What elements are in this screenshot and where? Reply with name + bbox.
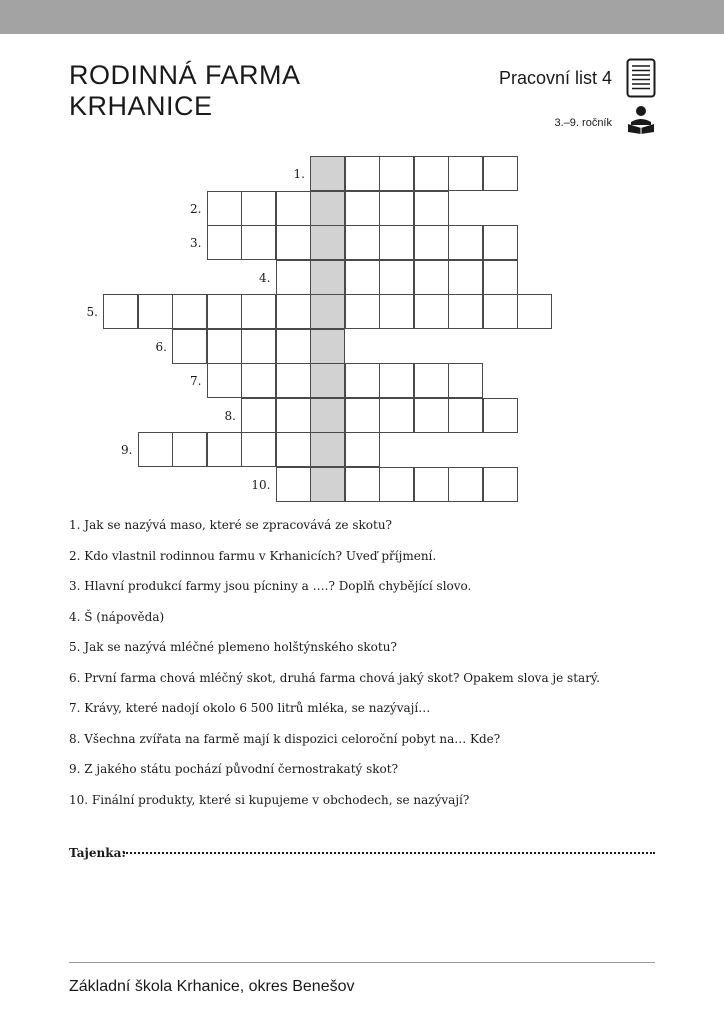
crossword-cell[interactable] [414,467,449,502]
clue-number: 5. [86,305,98,319]
answer-label: Tajenka: [69,846,126,860]
footer-school-name: Základní škola Krhanice, okres Benešov [69,978,355,995]
crossword-cell[interactable] [276,329,311,364]
question-10: 10. Finální produkty, které si kupujeme v obchodech, se nazývají? [69,793,470,807]
crossword-cell[interactable] [379,191,414,226]
crossword-cell[interactable] [448,260,483,295]
crossword-cell[interactable] [345,294,380,329]
crossword-cell[interactable] [448,398,483,433]
crossword-cell[interactable] [345,156,380,191]
crossword-cell[interactable] [483,156,518,191]
clue-number: 8. [224,408,236,423]
crossword-cell[interactable] [207,294,242,329]
question-2: 2. Kdo vlastnil rodinnou farmu v Krhanicích? Uveď příjmení. [69,549,437,563]
crossword-cell[interactable] [207,329,242,364]
crossword-cell[interactable] [414,260,449,295]
crossword-cell[interactable] [207,191,242,226]
crossword-cell[interactable] [448,225,483,260]
crossword-cell[interactable] [379,398,414,433]
crossword-cell[interactable] [241,363,276,398]
clue-number: 4. [259,270,271,285]
crossword-cell[interactable] [241,329,276,364]
crossword-cell[interactable] [379,467,414,502]
crossword-cell-solution[interactable] [310,467,345,502]
crossword-cell[interactable] [414,191,449,226]
footer-divider [69,962,655,963]
crossword-cell[interactable] [483,398,518,433]
crossword-cell[interactable] [276,225,311,260]
crossword-cell[interactable] [517,294,552,329]
crossword-cell[interactable] [207,432,242,467]
title-line-2: KRHANICE [69,91,213,121]
crossword-cell[interactable] [207,225,242,260]
crossword-cell[interactable] [414,398,449,433]
crossword-cell-solution[interactable] [310,225,345,260]
crossword-cell[interactable] [448,363,483,398]
crossword-cell[interactable] [172,294,207,329]
crossword-cell[interactable] [345,191,380,226]
crossword-cell-solution[interactable] [310,398,345,433]
crossword-cell[interactable] [276,294,311,329]
crossword-cell-solution[interactable] [310,294,345,329]
question-3: 3. Hlavní produkcí farmy jsou pícniny a ….? Doplň chybějící slovo. [69,579,472,593]
clue-number: 7. [190,374,202,388]
question-6: 6. První farma chová mléčný skot, druhá farma chová jaký skot? Opakem slova je starý. [69,671,600,685]
crossword-cell[interactable] [345,363,380,398]
crossword-cell[interactable] [483,225,518,260]
clue-number: 3. [190,236,202,250]
question-8: 8. Všechna zvířata na farmě mají k dispozici celoroční pobyt na… Kde? [69,732,501,746]
crossword-cell-solution[interactable] [310,432,345,467]
crossword-cell[interactable] [276,363,311,398]
title-line-1: RODINNÁ FARMA [69,60,301,90]
crossword-cell[interactable] [345,467,380,502]
answer-line [69,846,655,860]
question-1: 1. Jak se nazývá maso, které se zpracovává ze skotu? [69,518,392,532]
crossword-cell[interactable] [448,156,483,191]
question-7: 7. Krávy, které nadojí okolo 6 500 litrů mléka, se nazývají… [69,701,431,715]
crossword-cell[interactable] [241,432,276,467]
crossword-cell[interactable] [207,363,242,398]
answer-blank[interactable] [123,852,655,854]
question-4: 4. Š (nápověda) [69,610,165,624]
crossword-cell[interactable] [138,432,173,467]
clue-number: 6. [155,339,167,354]
crossword-cell[interactable] [345,398,380,433]
crossword-cell[interactable] [172,432,207,467]
crossword-cell[interactable] [379,225,414,260]
crossword-cell[interactable] [276,432,311,467]
crossword-cell[interactable] [103,294,138,329]
crossword-cell[interactable] [345,260,380,295]
crossword-cell-solution[interactable] [310,156,345,191]
clue-number: 10. [251,477,271,492]
crossword-cell-solution[interactable] [310,260,345,295]
worksheet-label: Pracovní list 4 [498,68,612,88]
crossword-cell[interactable] [483,467,518,502]
crossword-cell[interactable] [448,294,483,329]
question-5: 5. Jak se nazývá mléčné plemeno holštýnského skotu? [69,640,397,654]
crossword-cell-solution[interactable] [310,329,345,364]
crossword-cell[interactable] [241,191,276,226]
crossword-cell[interactable] [276,191,311,226]
crossword-cell[interactable] [172,329,207,364]
crossword-cell[interactable] [276,467,311,502]
crossword-cell[interactable] [483,294,518,329]
crossword-cell-solution[interactable] [310,191,345,226]
crossword-cell-solution[interactable] [310,363,345,398]
crossword-cell[interactable] [241,225,276,260]
crossword-cell[interactable] [379,363,414,398]
crossword-cell[interactable] [241,294,276,329]
crossword-cell[interactable] [414,156,449,191]
crossword-cell[interactable] [379,156,414,191]
crossword-cell[interactable] [345,432,380,467]
crossword-cell[interactable] [138,294,173,329]
crossword-cell[interactable] [483,260,518,295]
crossword-cell[interactable] [448,467,483,502]
clue-number: 2. [190,201,202,216]
grade-label: 3.–9. ročník [554,117,612,129]
crossword-cell[interactable] [414,363,449,398]
crossword-cell[interactable] [276,398,311,433]
clue-number: 1. [293,167,305,181]
crossword-cell[interactable] [379,294,414,329]
crossword-cell[interactable] [276,260,311,295]
crossword-grid [0,0,724,510]
crossword-cell[interactable] [345,225,380,260]
crossword-cell[interactable] [379,260,414,295]
crossword-cell[interactable] [241,398,276,433]
crossword-cell[interactable] [414,225,449,260]
crossword-cell[interactable] [414,294,449,329]
question-9: 9. Z jakého státu pochází původní černostrakatý skot? [69,762,399,776]
clue-number: 9. [121,443,133,457]
